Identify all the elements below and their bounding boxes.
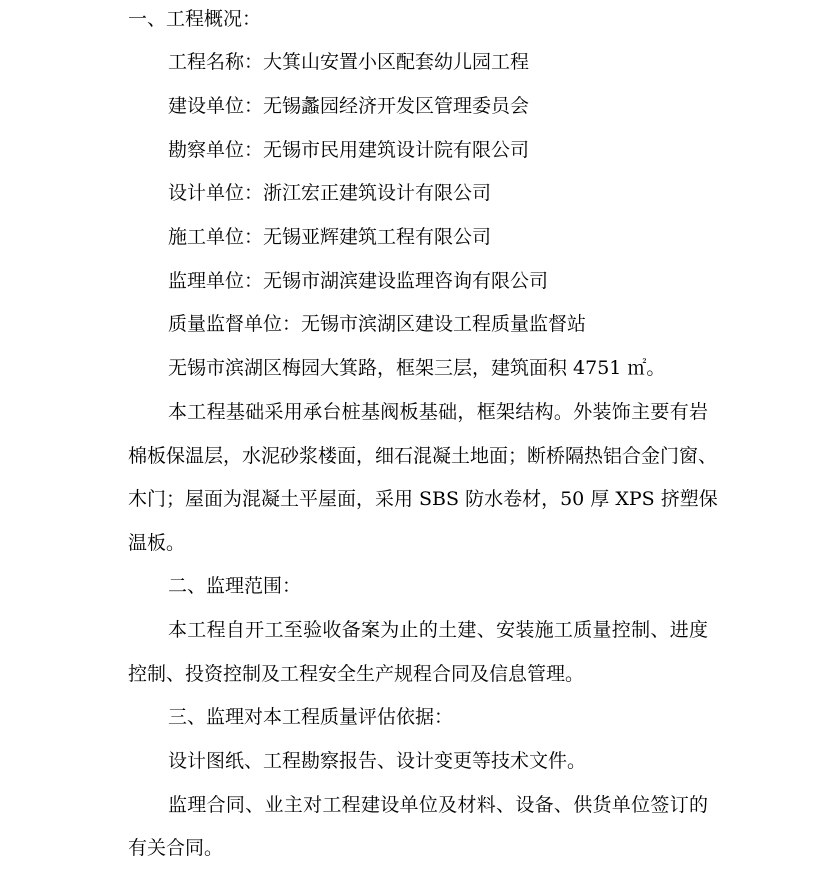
section-3-heading: 三、监理对本工程质量评估依据：	[168, 706, 454, 728]
description-line-1: 本工程基础采用承台桩基阀板基础，框架结构。外装饰主要有岩	[168, 401, 708, 423]
constructor-line: 施工单位：无锡亚辉建筑工程有限公司	[168, 226, 492, 248]
quality-station-line: 质量监督单位：无锡市滨湖区建设工程质量监督站	[168, 313, 587, 335]
description-line-2: 棉板保温层，水泥砂浆楼面，细石混凝土地面；断桥隔热铝合金门窗、	[128, 445, 718, 467]
scope-line-2: 控制、投资控制及工程安全生产规程合同及信息管理。	[128, 663, 585, 685]
scope-line-1: 本工程自开工至验收备案为止的土建、安装施工质量控制、进度	[168, 619, 708, 641]
location-line: 无锡市滨湖区梅园大箕路，框架三层，建筑面积 4751 ㎡。	[168, 357, 666, 379]
description-line-3: 木门；屋面为混凝土平屋面，采用 SBS 防水卷材，50 厚 XPS 挤塑保	[128, 488, 718, 510]
designer-line: 设计单位：浙江宏正建筑设计有限公司	[168, 182, 492, 204]
surveyor-line: 勘察单位：无锡市民用建筑设计院有限公司	[168, 139, 530, 161]
basis-item-2-line-1: 监理合同、业主对工程建设单位及材料、设备、供货单位签订的	[168, 794, 708, 816]
builder-line: 建设单位：无锡蠡园经济开发区管理委员会	[168, 95, 530, 117]
basis-item-2-line-2: 有关合同。	[128, 837, 224, 859]
basis-item-1: 设计图纸、工程勘察报告、设计变更等技术文件。	[168, 750, 587, 772]
section-2-heading: 二、监理范围：	[168, 575, 302, 597]
section-1-heading: 一、工程概况：	[128, 8, 262, 30]
supervisor-line: 监理单位：无锡市湖滨建设监理咨询有限公司	[168, 270, 549, 292]
project-name-line: 工程名称：大箕山安置小区配套幼儿园工程	[168, 51, 530, 73]
description-line-4: 温板。	[128, 532, 186, 554]
